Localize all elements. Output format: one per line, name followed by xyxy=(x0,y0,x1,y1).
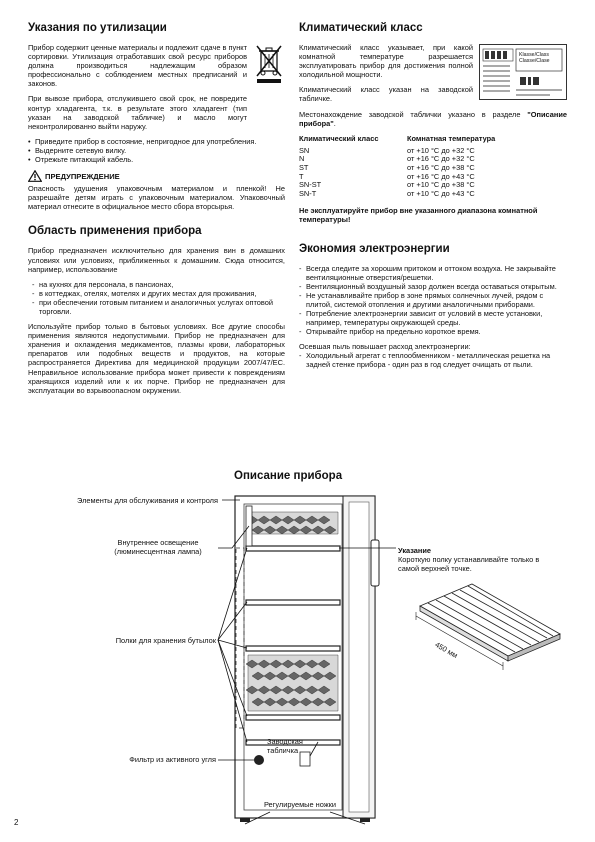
disposal-paragraph-1: Прибор содержит ценные материалы и подлежит сдаче в пункт сортировки. Утилизация отработавших свой ресурс приборов должна производиться надлежащим образом профессионально с соблюдением местных предписаний и законов. xyxy=(28,43,247,89)
warning-heading xyxy=(28,170,285,182)
plate-class-label: Klasse/Class Classe/Clase xyxy=(519,52,550,65)
table-row: SN-T от +10 °C до +43 °C xyxy=(299,188,475,198)
note-title: Указание xyxy=(398,546,432,555)
list-item: • Приведите прибор в состояние, непригодное для употребления. xyxy=(28,137,285,146)
climate-paragraph-1: Климатический класс указывает, при какой комнатной температуре разрешается эксплуатировать прибор для достижения полной холодильной мощности. xyxy=(299,43,473,80)
list-item: - Не устанавливайте прибор в зоне прямых солнечных лучей, рядом с плитой, системой отопления и другими аналогичными приборами. xyxy=(299,291,567,309)
list-item: • Отрежьте питающий кабель. xyxy=(28,155,285,164)
right-column xyxy=(299,22,567,376)
list-item: - Открывайте прибор на предельно короткое время. xyxy=(299,327,567,336)
note-text: Короткую полку устанавливайте только в самой верхней точке. xyxy=(398,555,540,573)
list-item: - при обеспечении готовым питанием и аналогичных услугах оптовой торговли. xyxy=(32,298,285,316)
climate-title: Климатический класс xyxy=(299,22,423,34)
carbon-filter-marker xyxy=(254,755,264,765)
warning-title: ПРЕДУПРЕЖДЕНИЕ xyxy=(45,171,120,181)
usage-list xyxy=(28,280,285,316)
feet-label: Регулируемые ножки xyxy=(263,800,337,809)
disposal-title: Указания по утилизации xyxy=(28,22,167,34)
foot-left xyxy=(240,818,250,822)
usage-title: Область применения прибора xyxy=(28,225,202,238)
left-column xyxy=(28,22,285,401)
table-row: N от +16 °C до +32 °C xyxy=(299,154,475,164)
table-row: ST от +16 °C до +38 °C xyxy=(299,162,475,172)
table-row: SN-ST от +10 °C до +38 °C xyxy=(299,180,475,190)
climate-paragraph-3: Местонахождение заводской таблички указано в разделе "Описание прибора". xyxy=(299,109,567,128)
energy-title: Экономия электроэнергии xyxy=(299,242,450,255)
short-shelf-illustration xyxy=(416,584,560,670)
crossed-bin-icon xyxy=(253,43,285,137)
warning-triangle-icon xyxy=(28,170,42,182)
climate-table xyxy=(299,134,567,199)
table-header: Климатический класс xyxy=(299,133,379,143)
list-item: • Выдерните сетевую вилку. xyxy=(28,146,285,155)
disposal-steps xyxy=(28,137,285,164)
bottles-top xyxy=(246,512,338,534)
filter-label: Фильтр из активного угля xyxy=(129,755,216,764)
disposal-block xyxy=(28,43,285,137)
usage-paragraph-2: Используйте прибор только в бытовых условиях. Все другие способы применения являются недопустимыми. Прибор не предназначен для хранения и охлаждения медикаментов, плазмы крови, лабораторных препаратов или подобных веществ и продуктов, на которые распространяется Директива для медицинской продукции 2007/47/ЕС. Неправильное использование прибора может привести к повреждениям хранящихся изделий или к их порче. Прибор не предназначен для эксплуатации во взрывоопасном окружении. xyxy=(28,322,285,395)
page-number: 2 xyxy=(14,818,19,827)
description-title: Описание прибора xyxy=(234,470,343,482)
list-item: - Холодильный агрегат с теплообменником - металлическая решетка на задней стенке прибора - один раз в год следует очищать от пыли. xyxy=(299,351,567,369)
foot-right xyxy=(360,818,370,822)
table-header: Комнатная температура xyxy=(407,133,496,143)
description-reference: "Описание прибора" xyxy=(299,109,567,128)
list-item: - в коттеджах, отелях, мотелях и других местах для проживания, xyxy=(32,289,285,298)
table-row: T от +16 °C до +43 °C xyxy=(299,171,475,181)
energy-dust-paragraph: Осевшая пыль повышает расход электроэнергии: xyxy=(299,342,471,352)
bottles-middle xyxy=(246,655,338,711)
list-item: - на кухнях для персонала, в пансионах, xyxy=(32,280,285,289)
controls-label: Элементы для обслуживания и контроля xyxy=(77,496,218,505)
list-item: - Всегда следите за хорошим притоком и оттоком воздуха. Не закрывайте вентиляционные отверстия/решетки. xyxy=(299,264,567,282)
warning-text: Опасность удушения упаковочным материалом и пленкой! Не разрешайте детям играть с упаковочным материалом. Упаковочный материал отнесите в официальное место сбора вторсырья. xyxy=(28,184,285,212)
shelves-label: Полки для хранения бутылок xyxy=(115,636,216,645)
climate-paragraph-2: Климатический класс указан на заводской табличке. xyxy=(299,85,473,104)
rating-plate-illustration xyxy=(479,44,567,100)
list-item: - Вентиляционный воздушный зазор должен всегда оставаться открытым. xyxy=(299,282,567,291)
rating-plate-label: Заводская табличка xyxy=(267,737,303,755)
list-item: - Потребление электроэнергии зависит от условий в месте установки, например, температуры окружающей среды. xyxy=(299,309,567,327)
shelf-size-label: 450 мм xyxy=(433,640,460,661)
disposal-paragraph-2: При вывозе прибора, отслужившего свой срок, не повредите контур хладагента, т.к. в результате этого хладагент (тип указан на заводской табличке) и масло могут неконтролированно выйти наружу. xyxy=(28,94,247,131)
light-label: Внутреннее освещение (люминесцентная лампа) xyxy=(114,538,202,556)
table-row: SN от +10 °C до +32 °C xyxy=(299,145,475,155)
climate-note: Не эксплуатируйте прибор вне указанного диапазона комнатной температуры! xyxy=(299,206,538,225)
energy-dust-list xyxy=(299,351,567,369)
door-handle xyxy=(371,540,379,586)
energy-list xyxy=(299,264,567,337)
usage-paragraph-1: Прибор предназначен исключительно для хранения вин в домашних условиях или условиях, приближенных к домашним. Сюда относится, например, использование xyxy=(28,246,285,274)
